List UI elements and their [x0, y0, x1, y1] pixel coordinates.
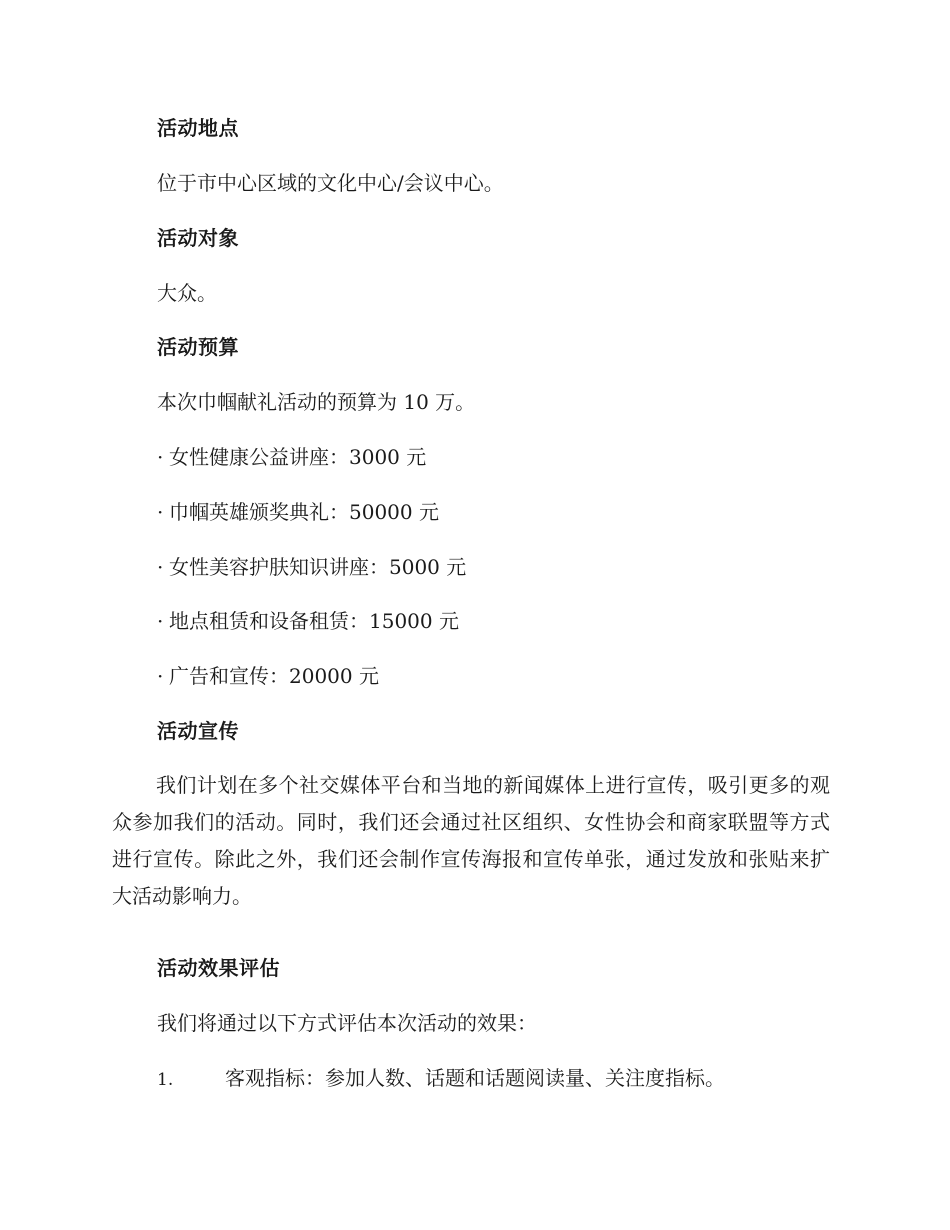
bullet-dot-icon: · — [157, 609, 164, 633]
location-text: 位于市中心区域的文化中心/会议中心。 — [157, 171, 504, 195]
budget-item-label: 女性健康公益讲座：3000 元 — [169, 445, 427, 469]
bullet-dot-icon: · — [157, 500, 164, 524]
heading-evaluation: 活动效果评估 — [157, 956, 280, 980]
list-item-number: 1. — [157, 1070, 174, 1090]
heading-budget: 活动预算 — [157, 335, 239, 359]
budget-item — [157, 662, 379, 690]
budget-item-label: 地点租赁和设备租赁：15000 元 — [169, 609, 459, 633]
budget-item — [157, 498, 439, 526]
heading-promotion: 活动宣传 — [157, 719, 239, 743]
budget-item-label: 广告和宣传：20000 元 — [169, 664, 379, 688]
heading-location: 活动地点 — [157, 116, 239, 140]
evaluation-list-item — [157, 1064, 725, 1094]
heading-audience: 活动对象 — [157, 226, 239, 250]
budget-item — [157, 607, 459, 635]
budget-item — [157, 553, 466, 581]
budget-text: 本次巾帼献礼活动的预算为 10 万。 — [157, 390, 476, 414]
list-item-text: 客观指标：参加人数、话题和话题阅读量、关注度指标。 — [225, 1066, 725, 1090]
evaluation-text: 我们将通过以下方式评估本次活动的效果： — [157, 1011, 537, 1035]
budget-item-label: 女性美容护肤知识讲座：5000 元 — [169, 555, 467, 579]
bullet-dot-icon: · — [157, 555, 164, 579]
budget-item-label: 巾帼英雄颁奖典礼：50000 元 — [169, 500, 439, 524]
promotion-paragraph: 我们计划在多个社交媒体平台和当地的新闻媒体上进行宣传，吸引更多的观众参加我们的活动。同时，我们还会通过社区组织、女性协会和商家联盟等方式进行宣传。除此之外，我们还会制作宣传海报和宣传单张，通过发放和张贴来扩大活动影响力。 — [112, 773, 830, 908]
audience-text: 大众。 — [157, 281, 217, 305]
budget-item — [157, 443, 426, 471]
bullet-dot-icon: · — [157, 445, 164, 469]
bullet-dot-icon: · — [157, 664, 164, 688]
